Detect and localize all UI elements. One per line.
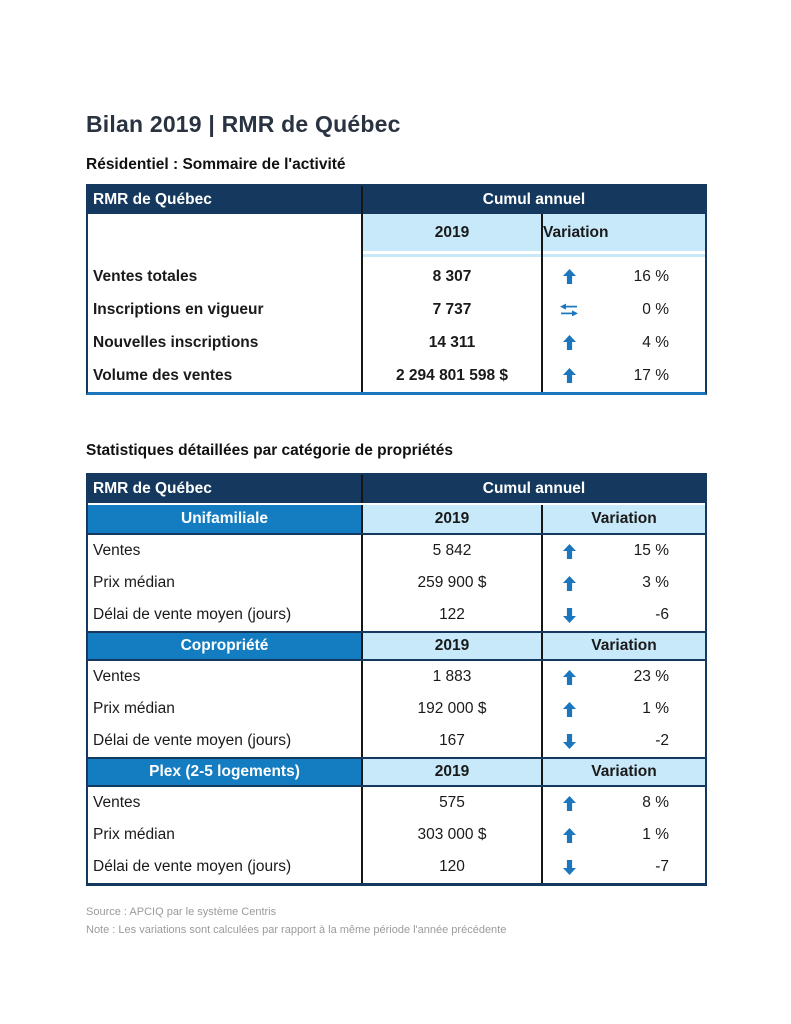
row-label: Prix médian — [88, 567, 363, 599]
row-label: Délai de vente moyen (jours) — [88, 851, 363, 883]
variation-cell — [543, 535, 705, 567]
variation-cell — [543, 661, 705, 693]
variation-value: 8 % — [642, 794, 669, 811]
table-row — [88, 535, 705, 567]
category-name: Copropriété — [88, 633, 363, 659]
category-col-2019: 2019 — [363, 759, 543, 785]
footer — [86, 904, 707, 939]
table-row — [88, 293, 705, 326]
variation-value: -7 — [655, 858, 669, 875]
variation-value: -2 — [655, 732, 669, 749]
variation-cell — [543, 693, 705, 725]
trend-up-arrow-glyph — [563, 828, 576, 843]
variation-cell — [543, 819, 705, 851]
page-title: Bilan 2019 | RMR de Québec — [86, 111, 401, 137]
summary-header-region: RMR de Québec — [88, 186, 363, 214]
table-row — [88, 599, 705, 631]
row-value: 122 — [363, 599, 543, 631]
trend-flat-icon — [543, 303, 595, 317]
row-label: Volume des ventes — [88, 359, 363, 392]
trend-up-arrow-glyph — [563, 670, 576, 685]
summary-subheader-empty — [88, 214, 363, 260]
footer-source-line: Source : APCIQ par le système Centris — [86, 906, 277, 918]
variation-cell — [543, 567, 705, 599]
trend-down-icon — [543, 860, 595, 875]
trend-up-arrow-glyph — [563, 702, 576, 717]
category-header-row — [88, 757, 705, 787]
trend-up-icon — [543, 702, 595, 717]
category-header-row — [88, 631, 705, 661]
variation-cell — [543, 293, 705, 326]
row-label: Ventes — [88, 661, 363, 693]
trend-up-icon — [543, 576, 595, 591]
summary-section-title: Résidentiel : Sommaire de l'activité — [86, 156, 346, 173]
summary-table-header-row — [88, 186, 705, 214]
variation-cell — [543, 326, 705, 359]
summary-col-2019: 2019 — [363, 214, 543, 260]
variation-value: -6 — [655, 606, 669, 623]
summary-subheader-row — [88, 214, 705, 260]
trend-up-icon — [543, 828, 595, 843]
variation-cell — [543, 851, 705, 883]
trend-up-icon — [543, 796, 595, 811]
variation-value: 15 % — [633, 542, 669, 559]
variation-cell — [543, 725, 705, 757]
variation-value: 1 % — [642, 700, 669, 717]
category-col-2019: 2019 — [363, 633, 543, 659]
row-value: 7 737 — [363, 293, 543, 326]
table-row — [88, 260, 705, 293]
table-row — [88, 326, 705, 359]
table-row — [88, 661, 705, 693]
trend-up-icon — [543, 335, 595, 350]
detail-table-header-row — [88, 475, 705, 505]
category-header-row — [88, 505, 705, 535]
variation-cell — [543, 599, 705, 631]
row-label: Ventes — [88, 787, 363, 819]
table-row — [88, 851, 705, 883]
row-label: Ventes — [88, 535, 363, 567]
trend-up-arrow-glyph — [563, 576, 576, 591]
trend-down-arrow-glyph — [563, 860, 576, 875]
table-row — [88, 359, 705, 392]
trend-down-icon — [543, 734, 595, 749]
trend-up-icon — [543, 269, 595, 284]
row-value: 259 900 $ — [363, 567, 543, 599]
trend-up-icon — [543, 670, 595, 685]
variation-value: 16 % — [633, 267, 669, 285]
trend-up-arrow-glyph — [563, 544, 576, 559]
trend-up-arrow-glyph — [563, 368, 576, 383]
table-row — [88, 693, 705, 725]
detail-header-cumul-annuel: Cumul annuel — [482, 480, 586, 497]
category-col-2019: 2019 — [363, 505, 543, 533]
row-label: Inscriptions en vigueur — [88, 293, 363, 326]
row-label: Prix médian — [88, 819, 363, 851]
row-label: Prix médian — [88, 693, 363, 725]
category-col-variation: Variation — [543, 759, 705, 785]
category-name: Plex (2-5 logements) — [88, 759, 363, 785]
variation-value: 0 % — [642, 300, 669, 318]
trend-flat-arrows-glyph — [560, 303, 578, 317]
trend-up-icon — [543, 368, 595, 383]
trend-up-arrow-glyph — [563, 796, 576, 811]
summary-header-cumul-annuel: Cumul annuel — [482, 191, 586, 208]
row-value: 5 842 — [363, 535, 543, 567]
row-value: 1 883 — [363, 661, 543, 693]
detail-table — [86, 473, 707, 886]
category-col-variation: Variation — [543, 505, 705, 533]
detail-header-region: RMR de Québec — [88, 475, 363, 503]
row-value: 303 000 $ — [363, 819, 543, 851]
table-row — [88, 819, 705, 851]
variation-cell — [543, 359, 705, 392]
trend-up-arrow-glyph — [563, 269, 576, 284]
row-value: 2 294 801 598 $ — [363, 359, 543, 392]
row-value: 575 — [363, 787, 543, 819]
variation-value: 1 % — [642, 826, 669, 843]
row-value: 167 — [363, 725, 543, 757]
table-row — [88, 787, 705, 819]
row-value: 120 — [363, 851, 543, 883]
variation-cell — [543, 787, 705, 819]
row-label: Ventes totales — [88, 260, 363, 293]
trend-down-arrow-glyph — [563, 734, 576, 749]
row-value: 8 307 — [363, 260, 543, 293]
footer-note-line: Note : Les variations sont calculées par rapport à la même période l'année précédente — [86, 923, 507, 936]
category-col-variation: Variation — [543, 633, 705, 659]
row-label: Délai de vente moyen (jours) — [88, 725, 363, 757]
row-label: Nouvelles inscriptions — [88, 326, 363, 359]
variation-value: 17 % — [633, 366, 669, 384]
report-content — [86, 110, 707, 939]
detail-section-title: Statistiques détaillées par catégorie de propriétés — [86, 442, 453, 459]
trend-down-icon — [543, 608, 595, 623]
variation-value: 23 % — [633, 668, 669, 685]
summary-table — [86, 184, 707, 395]
trend-up-icon — [543, 544, 595, 559]
variation-value: 3 % — [642, 574, 669, 591]
variation-cell — [543, 260, 705, 293]
row-value: 192 000 $ — [363, 693, 543, 725]
summary-col-variation: Variation — [543, 214, 705, 260]
trend-down-arrow-glyph — [563, 608, 576, 623]
row-label: Délai de vente moyen (jours) — [88, 599, 363, 631]
variation-value: 4 % — [642, 333, 669, 351]
trend-up-arrow-glyph — [563, 335, 576, 350]
category-name: Unifamiliale — [88, 505, 363, 533]
table-row — [88, 725, 705, 757]
row-value: 14 311 — [363, 326, 543, 359]
table-row — [88, 567, 705, 599]
